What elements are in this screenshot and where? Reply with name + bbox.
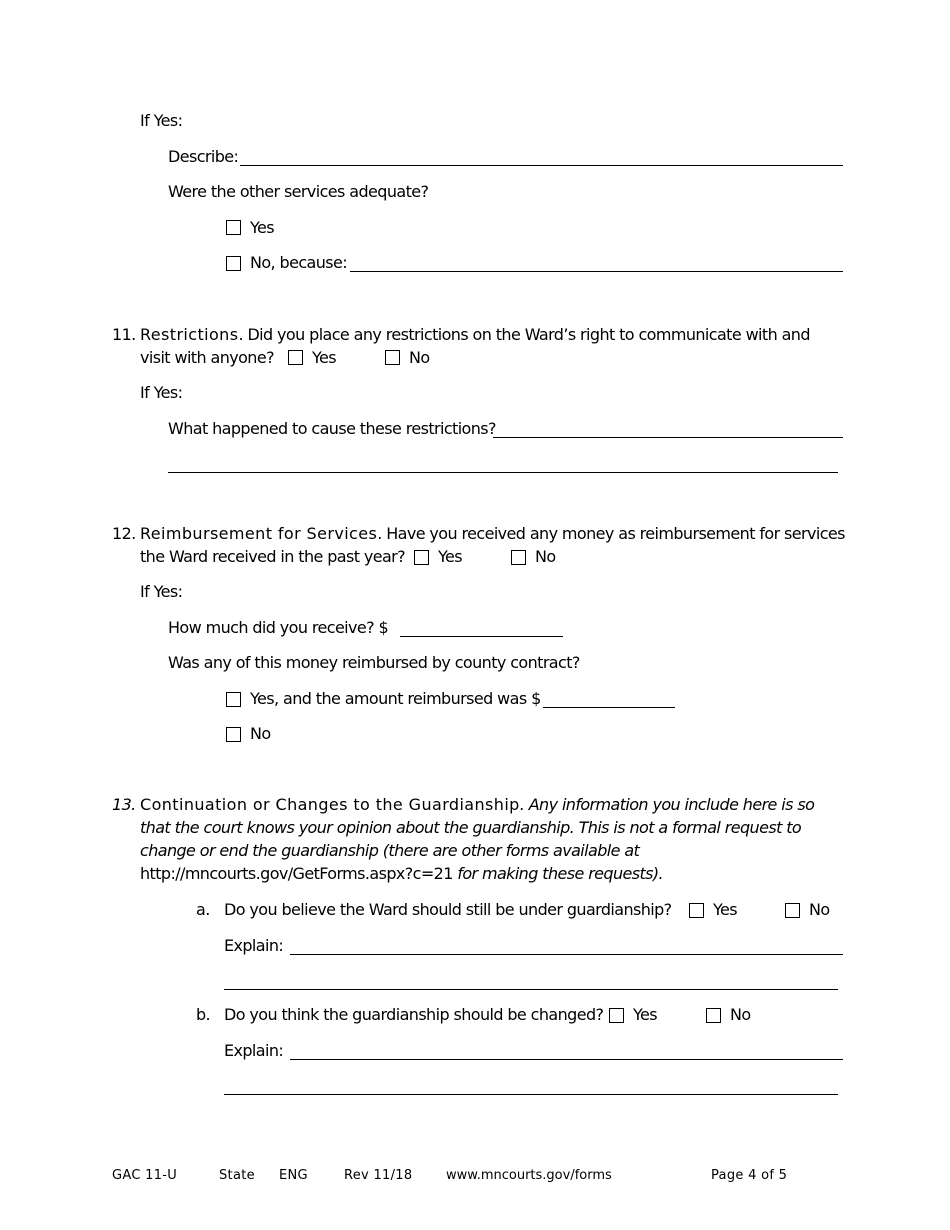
restrictions-yes-checkbox[interactable] — [288, 350, 303, 365]
adequate-yes-label: Yes — [250, 218, 275, 237]
section-11-number: 11. — [112, 325, 136, 344]
changed-yes-checkbox[interactable] — [609, 1008, 624, 1023]
reimbursement-no-checkbox[interactable] — [511, 550, 526, 565]
reimbursement-no-label: No — [535, 547, 556, 566]
still-guardianship-yes-checkbox[interactable] — [689, 903, 704, 918]
section-11-question-line2: visit with anyone? — [140, 348, 274, 367]
county-no-label: No — [250, 724, 271, 743]
describe-field[interactable] — [240, 165, 843, 166]
section-12-heading: Reimbursement for Services — [140, 524, 378, 543]
item-a-question: Do you believe the Ward should still be under guardianship? — [224, 900, 672, 919]
item-b-explain-label: Explain: — [224, 1041, 284, 1060]
section-13-intro-line4-end: for making these requests). — [452, 864, 664, 883]
section-13-intro-part1: . Any information you include here is so — [519, 795, 815, 814]
section-13-heading: Continuation or Changes to the Guardianship — [140, 795, 520, 814]
no-because-field[interactable] — [350, 271, 843, 272]
section-11-question-line1 — [140, 325, 810, 345]
how-much-field[interactable] — [400, 636, 563, 637]
footer-rev: Rev 11/18 — [344, 1168, 413, 1183]
section-11-question-part1: . Did you place any restrictions on the Ward’s right to communicate with and — [238, 325, 810, 344]
if-yes-label-12: If Yes: — [140, 582, 183, 601]
section-12-question-line2: the Ward received in the past year? — [140, 547, 406, 566]
item-a-explain-field-line2[interactable] — [224, 989, 838, 990]
section-12-question-part1: . Have you received any money as reimbursement for services — [377, 524, 845, 543]
county-contract-question: Was any of this money reimbursed by county contract? — [168, 653, 580, 672]
restrictions-no-label: No — [409, 348, 430, 367]
section-12-question-line1 — [140, 524, 845, 544]
county-no-checkbox[interactable] — [226, 727, 241, 742]
section-11-heading: Restrictions — [140, 325, 239, 344]
reimbursement-yes-checkbox[interactable] — [414, 550, 429, 565]
item-a-explain-field[interactable] — [290, 954, 843, 955]
footer-page: Page 4 of 5 — [711, 1168, 788, 1183]
section-13-intro-line3: change or end the guardianship (there are other forms available at — [140, 841, 640, 860]
changed-yes-label: Yes — [633, 1005, 658, 1024]
changed-no-checkbox[interactable] — [706, 1008, 721, 1023]
item-b-question: Do you think the guardianship should be changed? — [224, 1005, 604, 1024]
item-b-explain-field[interactable] — [290, 1059, 843, 1060]
footer-lang: ENG — [279, 1168, 308, 1183]
item-a-label: a. — [196, 900, 210, 919]
section-13-intro-line4 — [140, 864, 663, 884]
item-b-explain-field-line2[interactable] — [224, 1094, 838, 1095]
footer-site[interactable]: www.mncourts.gov/forms — [446, 1168, 612, 1183]
if-yes-label-11: If Yes: — [140, 383, 183, 402]
restrictions-yes-label: Yes — [312, 348, 337, 367]
restrictions-cause-field[interactable] — [493, 437, 843, 438]
section-13-number: 13. — [112, 795, 136, 814]
item-b-label: b. — [196, 1005, 211, 1024]
reimbursement-yes-label: Yes — [438, 547, 463, 566]
adequate-question: Were the other services adequate? — [168, 182, 429, 201]
changed-no-label: No — [730, 1005, 751, 1024]
county-yes-label: Yes, and the amount reimbursed was $ — [250, 689, 541, 708]
getforms-link[interactable]: http://mncourts.gov/GetForms.aspx?c=21 — [140, 864, 453, 883]
if-yes-label-10: If Yes: — [140, 111, 183, 130]
section-12-number: 12. — [112, 524, 136, 543]
restrictions-cause-field-line2[interactable] — [168, 472, 838, 473]
still-guardianship-no-label: No — [809, 900, 830, 919]
still-guardianship-yes-label: Yes — [713, 900, 738, 919]
county-amount-field[interactable] — [543, 707, 675, 708]
footer-form-id: GAC 11-U — [112, 1168, 178, 1183]
footer-state: State — [219, 1168, 255, 1183]
item-a-explain-label: Explain: — [224, 936, 284, 955]
adequate-yes-checkbox[interactable] — [226, 220, 241, 235]
how-much-label: How much did you receive? $ — [168, 618, 389, 637]
describe-label: Describe: — [168, 147, 239, 166]
still-guardianship-no-checkbox[interactable] — [785, 903, 800, 918]
adequate-no-checkbox[interactable] — [226, 256, 241, 271]
section-13-intro-line1 — [140, 795, 814, 815]
county-yes-checkbox[interactable] — [226, 692, 241, 707]
restrictions-no-checkbox[interactable] — [385, 350, 400, 365]
adequate-no-label: No, because: — [250, 253, 348, 272]
restrictions-cause-question: What happened to cause these restrictions? — [168, 419, 496, 438]
section-13-intro-line2: that the court knows your opinion about the guardianship. This is not a formal request to — [140, 818, 802, 837]
